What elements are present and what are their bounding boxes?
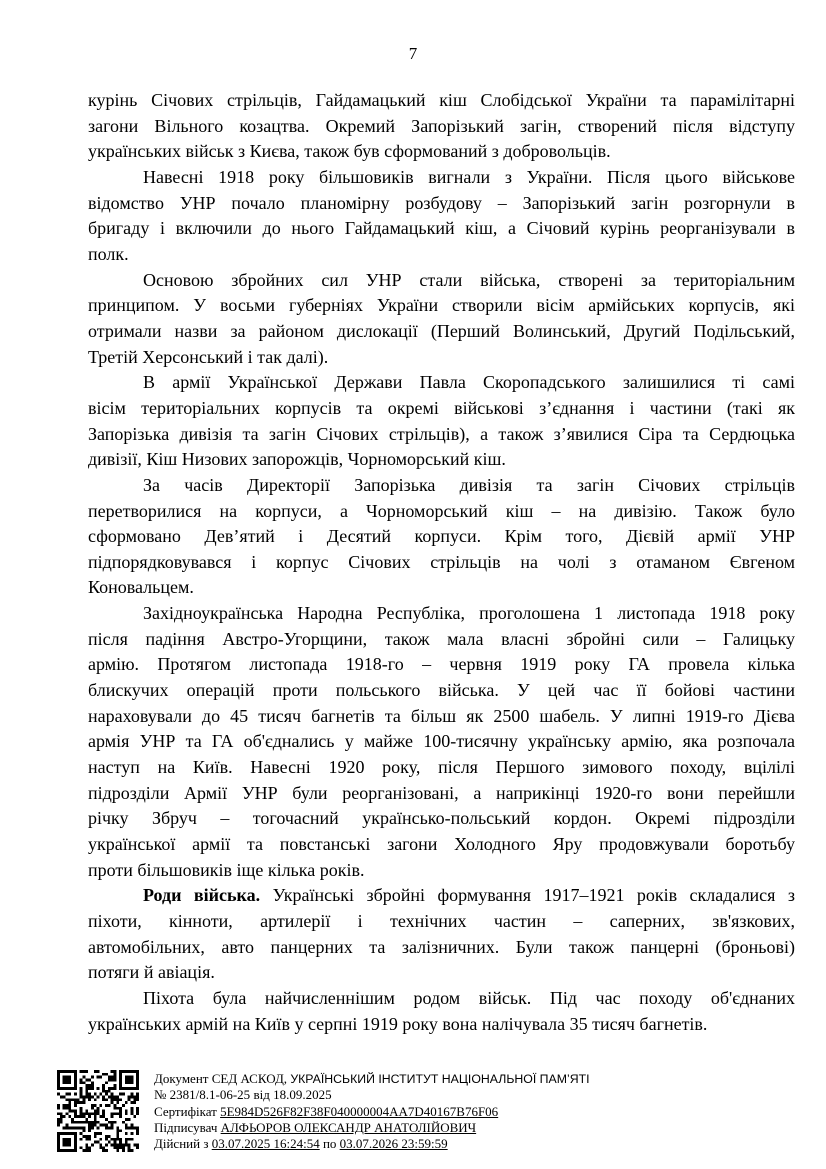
stamp-line-certificate [154,1104,590,1120]
text-line: автомобільних, авто панцерних та залізничних. Були також панцерні (броньові) [88,936,795,957]
text-line: піхоти, кінноти, артилерії і технічних частин – саперних, зв'язкових, [88,911,795,931]
text-line: За часів Директорії Запорізька дивізія та загін Січових стрільців [143,474,795,495]
text-line: відомство УНР почало планомірну розбудову – Запорізький загін розгорнули в [88,192,795,213]
page-number: 7 [408,44,418,63]
text-line: Третій Херсонський і так далі). [88,346,329,367]
text-line: підпорядковувався і корпус Січових стрільців на чолі з отаманом Євгеном [88,551,795,572]
text-line: загони Вільного козацтва. Окремий Запорізький загін, створений після відступу [88,115,795,136]
stamp-line-document [154,1071,590,1087]
text-line: армія УНР та ГА об'єднались у майже 100-тисячну українську армію, яка розпочала [88,731,795,752]
text-line: перетворилися на корпуси, а Чорноморський кіш – на дивізію. Також було [88,500,795,521]
certificate-label: Сертифікат [154,1103,217,1119]
signer-label: Підписувач [154,1119,218,1135]
stamp-document-label: Документ СЕД АСКОД, [154,1071,288,1086]
valid-to: 03.07.2026 23:59:59 [339,1136,448,1152]
stamp-line-number [154,1087,590,1103]
document-body [88,88,795,1037]
text-line: В армії Української Держави Павла Скоропадського залишилися ті самі [143,372,795,393]
text-line: після падіння Австро-Угорщини, також мала власні збройні сили – Галицьку [88,628,795,649]
text-line: полк. [88,243,129,264]
number-sign: № [154,1087,167,1103]
text-line: бригаду і включили до нього Гайдамацький кіш, а Січовий курінь реорганізували в [88,218,795,239]
document-date: 18.09.2025 [273,1087,332,1103]
text-line: Основою збройних сил УНР стали війська, створені за територіальним [143,269,795,290]
text-line: Навесні 1918 року більшовиків вигнали з України. Після цього військове [143,166,795,187]
validity-separator: по [322,1136,337,1152]
text-line: Запорізька дивізія та загін Січових стрільців), а також з’явилися Сіра та Сердюцька [88,423,795,444]
text-line: курінь Січових стрільців, Гайдамацький кіш Слобідської України та парамілітарні [88,90,795,110]
valid-from: 03.07.2025 16:24:54 [211,1136,320,1152]
certificate-value: 5E984D526F82F38F040000004AA7D40167B76F06 [220,1103,499,1119]
stamp-line-signer [154,1120,590,1136]
text-line: принципом. У восьми губерніях України створили вісім армійських корпусів, які [88,295,795,316]
text-line: українських армій на Київ у серпні 1919 року вона налічувала 35 тисяч багнетів. [88,1013,708,1034]
text-line: наступ на Київ. Навесні 1920 року, після Першого зимового походу, вцілілі [88,757,795,778]
text-line: блискучих операцій проти польського війська. У цей час її бойові частини [88,680,795,701]
text-line: підрозділи Армії УНР були реорганізовані, а наприкінці 1920-го вони перейшли [88,782,795,803]
date-label: від [253,1087,270,1103]
text-line: Роди війська. Українські збройні формування 1917–1921 років складалися з [143,885,795,906]
text-line: дивізії, Кіш Низових запорожців, Чорноморський кіш. [88,449,506,470]
text-line: вісім територіальних корпусів та окремі військові з’єднання і частини (такі як [88,397,795,418]
validity-label: Дійсний з [154,1136,209,1152]
text-line: потяги й авіація. [88,962,215,983]
text-line: Західноукраїнська Народна Республіка, проголошена 1 листопада 1918 року [143,603,795,624]
text-line: армію. Протягом листопада 1918-го – червня 1919 року ГА провела кілька [88,654,795,675]
text-line: проти більшовиків іще кілька років. [88,859,365,880]
text-line: Піхота була найчисленнішим родом військ. Під час походу об'єднаних [143,987,795,1008]
text-line: Коновальцем. [88,577,194,598]
text-line: отримали назви за районом дислокації (Перший Волинський, Другий Подільський, [88,320,795,341]
text-line: української армії та повстанські загони Холодного Яру продовжували боротьбу [88,834,795,855]
text-line: річку Збруч – тогочасний українсько-польський кордон. Окремі підрозділи [88,808,795,829]
text-line: сформовано Дев’ятий і Десятий корпуси. Крім того, Дієвій армії УНР [88,526,795,547]
stamp-organization: УКРАЇНСЬКИЙ ІНСТИТУТ НАЦІОНАЛЬНОЇ ПАМ’ЯТІ [290,1072,590,1086]
document-number: 2381/8.1-06-25 [169,1087,251,1103]
signature-stamp [57,1070,590,1152]
qr-code-icon [57,1070,139,1152]
signer-value: АЛФЬОРОВ ОЛЕКСАНДР АНАТОЛІЙОВИЧ [220,1119,477,1135]
text-line: нараховували до 45 тисяч багнетів та більш як 2500 шабель. У липні 1919-го Дієва [88,705,795,726]
stamp-line-validity [154,1136,590,1152]
stamp-text [154,1071,590,1152]
text-line: українських військ з Києва, також був сформований з добровольців. [88,141,611,162]
